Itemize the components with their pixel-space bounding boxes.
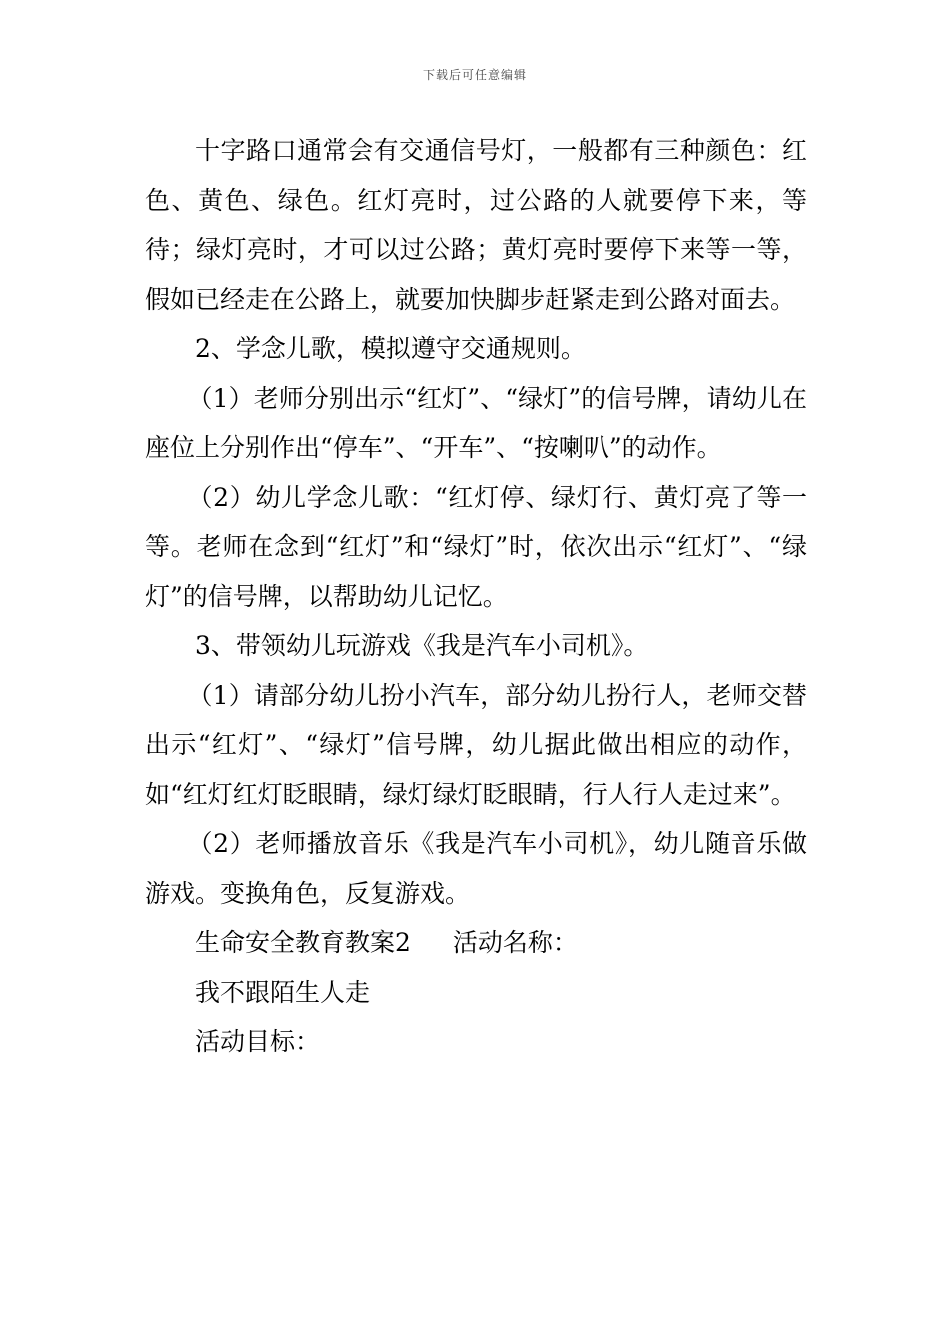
paragraph-step-3-1: （1）请部分幼儿扮小汽车，部分幼儿扮行人，老师交替出示“红灯”、“绿灯”信号牌，幼儿据此做出相应的动作，如“红灯红灯眨眼睛，绿灯绿灯眨眼睛，行人行人走过来”。 <box>145 680 807 809</box>
activity-name-label: 活动名称： <box>452 928 578 957</box>
paragraph-step-3-2: （2）老师播放音乐《我是汽车小司机》，幼儿随音乐做游戏。变换角色，反复游戏。 <box>145 829 807 908</box>
page-header-note: 下载后可任意编辑 <box>422 68 527 82</box>
activity-goal-label: 活动目标： <box>195 1027 321 1056</box>
paragraph-step-2-2: （2）幼儿学念儿歌：“红灯停、绿灯行、黄灯亮了等一等。老师在念到“红灯”和“绿灯”时，依次出示“红灯”、“绿灯”的信号牌，以帮助幼儿记忆。 <box>145 482 807 611</box>
paragraph-step-2-1: （1）老师分别出示“红灯”、“绿灯”的信号牌，请幼儿在座位上分别作出“停车”、“开车”、“按喇叭”的动作。 <box>145 383 807 462</box>
paragraph-step-2: 2、学念儿歌，模拟遵守交通规则。 <box>195 334 586 363</box>
lesson-title-line <box>145 918 807 968</box>
document-body <box>145 126 807 1067</box>
activity-name: 我不跟陌生人走 <box>195 977 371 1007</box>
paragraph-traffic-light-intro: 十字路口通常会有交通信号灯，一般都有三种颜色：红色、黄色、绿色。红灯亮时，过公路的人就要停下来，等待；绿灯亮时，才可以过公路；黄灯亮时要停下来等一等，假如已经走在公路上，就要加快脚步赶紧走到公路对面去。 <box>145 136 807 314</box>
paragraph-step-3: 3、带领幼儿玩游戏《我是汽车小司机》。 <box>195 631 649 660</box>
lesson-title: 生命安全教育教案2 <box>195 928 411 957</box>
